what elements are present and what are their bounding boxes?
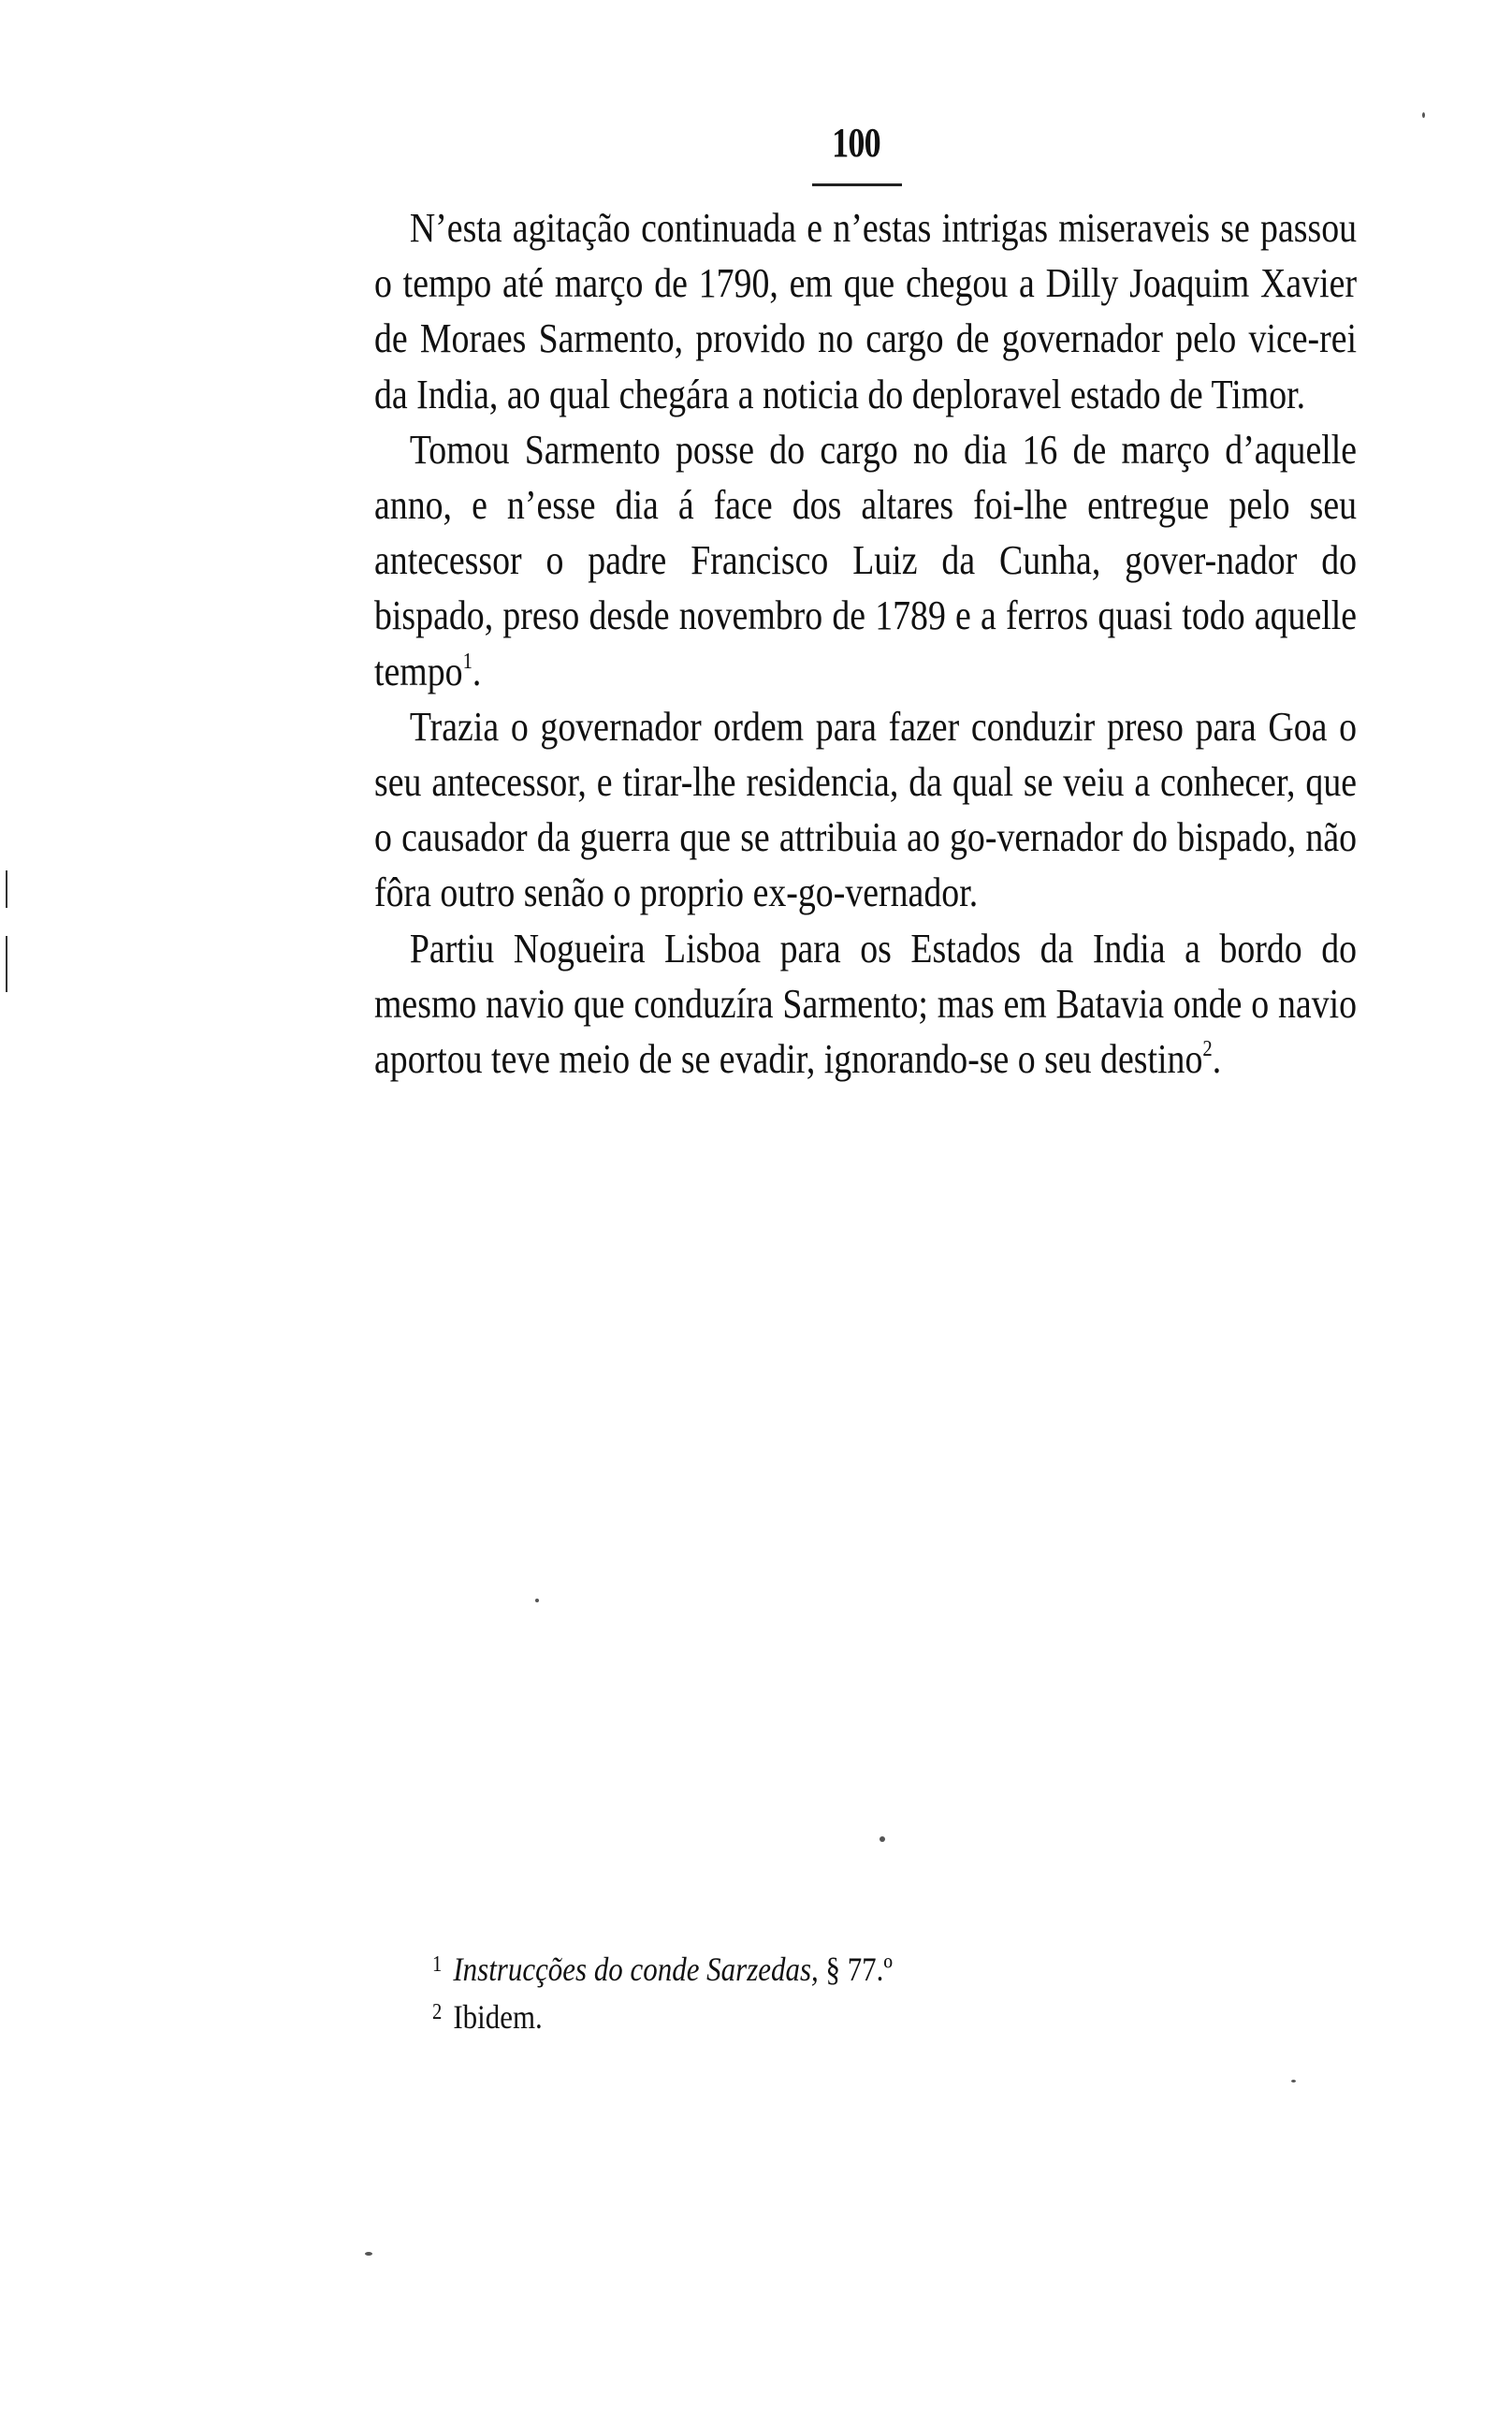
scan-speck bbox=[1422, 112, 1425, 118]
page-number-rule bbox=[812, 183, 902, 186]
scan-speck bbox=[365, 2252, 372, 2256]
footnote-text: Ibidem. bbox=[453, 1998, 543, 2036]
footnote-mark: 1 bbox=[432, 1952, 443, 1977]
paragraph-text: Tomou Sarmento posse do cargo no dia 16 de março d’aquelle anno, e n’esse dia á face dos altares foi-lhe entregue pelo seu antecessor o padre Francisco Luiz da Cunha, gover-nador do bispado, preso desde novembro de 1789 e a ferros quasi todo aquelle tempo bbox=[374, 426, 1358, 694]
paragraph-text: Partiu Nogueira Lisboa para os Estados da India a bordo do mesmo navio que conduzíra Sarmento; mas em Batavia onde o navio aportou teve meio de se evadir, ignorando-se o seu destino bbox=[374, 925, 1358, 1083]
body-text bbox=[374, 200, 1357, 1087]
scan-speck bbox=[535, 1599, 539, 1602]
scan-margin-mark bbox=[6, 936, 7, 992]
footnote-2 bbox=[432, 1991, 1237, 2038]
footnote-text: Instrucções do conde Sarzedas, bbox=[453, 1951, 819, 1988]
paragraph-trailing: . bbox=[472, 648, 482, 694]
paragraph-text: Trazia o governador ordem para fazer conduzir preso para Goa o seu antecessor, e tirar-lhe residencia, da qual se veiu a conhecer, que o causador da guerra que se attribuia ao go-vernador do bispado, não fôra outro senão o proprio ex-go-vernador. bbox=[374, 703, 1358, 916]
footnote-suffix: § 77.º bbox=[818, 1951, 894, 1988]
paragraph-1 bbox=[374, 200, 1357, 422]
scan-margin-mark bbox=[6, 870, 7, 908]
paragraph-2 bbox=[374, 422, 1357, 699]
footnote-ref-2: 2 bbox=[1202, 1037, 1213, 1062]
footnote-ref-1: 1 bbox=[462, 649, 472, 674]
scan-speck bbox=[880, 1836, 885, 1842]
footnote-mark: 2 bbox=[432, 2000, 443, 2024]
paragraph-3 bbox=[374, 699, 1357, 921]
paragraph-trailing: . bbox=[1212, 1036, 1222, 1083]
paragraph-text: N’esta agitação continuada e n’estas intrigas miseraveis se passou o tempo até março de 1790, em que chegou a Dilly Joaquim Xavier de Moraes Sarmento, provido no cargo de governador pelo vice-rei da India, ao qual chegára a noticia do deploravel estado de Timor. bbox=[374, 205, 1358, 417]
paragraph-4 bbox=[374, 921, 1357, 1088]
scan-speck bbox=[1291, 2080, 1296, 2082]
footnote-1 bbox=[432, 1943, 1237, 1991]
footnotes bbox=[432, 1943, 1368, 2038]
page-number: 100 bbox=[832, 120, 880, 166]
